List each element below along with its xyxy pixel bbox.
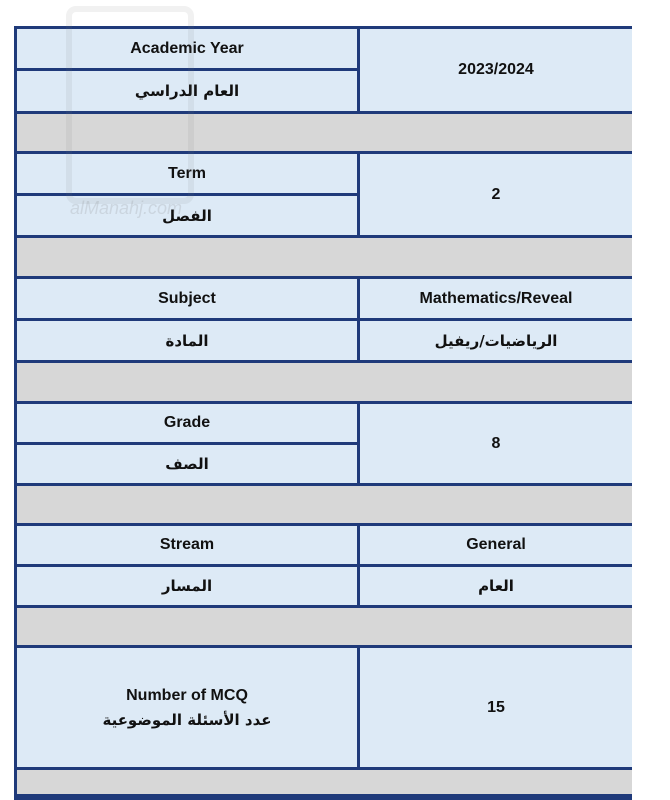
- term-label-ar: الفصل: [17, 196, 357, 235]
- subject-label-en: Subject: [17, 279, 357, 318]
- stream-value-ar: العام: [360, 567, 632, 605]
- subject-value-ar: الرياضيات/ريفيل: [360, 321, 632, 360]
- subject-label-ar: المادة: [17, 321, 357, 360]
- separator-row: [17, 770, 632, 794]
- term-value: 2: [360, 154, 632, 235]
- grade-label-en: Grade: [17, 404, 357, 442]
- exam-info-table: [14, 26, 632, 800]
- separator-row: [17, 238, 632, 276]
- mcq-label: [17, 648, 357, 767]
- separator-row: [17, 363, 632, 401]
- term-label-en: Term: [17, 154, 357, 193]
- grade-value: 8: [360, 404, 632, 483]
- mcq-value: 15: [360, 648, 632, 767]
- subject-value-en: Mathematics/Reveal: [360, 279, 632, 318]
- mcq-label-ar: عدد الأسئلة الموضوعية: [102, 710, 272, 729]
- mcq-label-en: Number of MCQ: [126, 686, 248, 704]
- stream-label-en: Stream: [17, 526, 357, 564]
- separator-row: [17, 114, 632, 151]
- info-grid: [17, 29, 629, 794]
- separator-row: [17, 486, 632, 523]
- academic-year-label-en: Academic Year: [17, 29, 357, 68]
- academic-year-label-ar: العام الدراسي: [17, 71, 357, 111]
- stream-label-ar: المسار: [17, 567, 357, 605]
- grade-label-ar: الصف: [17, 445, 357, 483]
- stream-value-en: General: [360, 526, 632, 564]
- academic-year-value: 2023/2024: [360, 29, 632, 111]
- separator-row: [17, 608, 632, 645]
